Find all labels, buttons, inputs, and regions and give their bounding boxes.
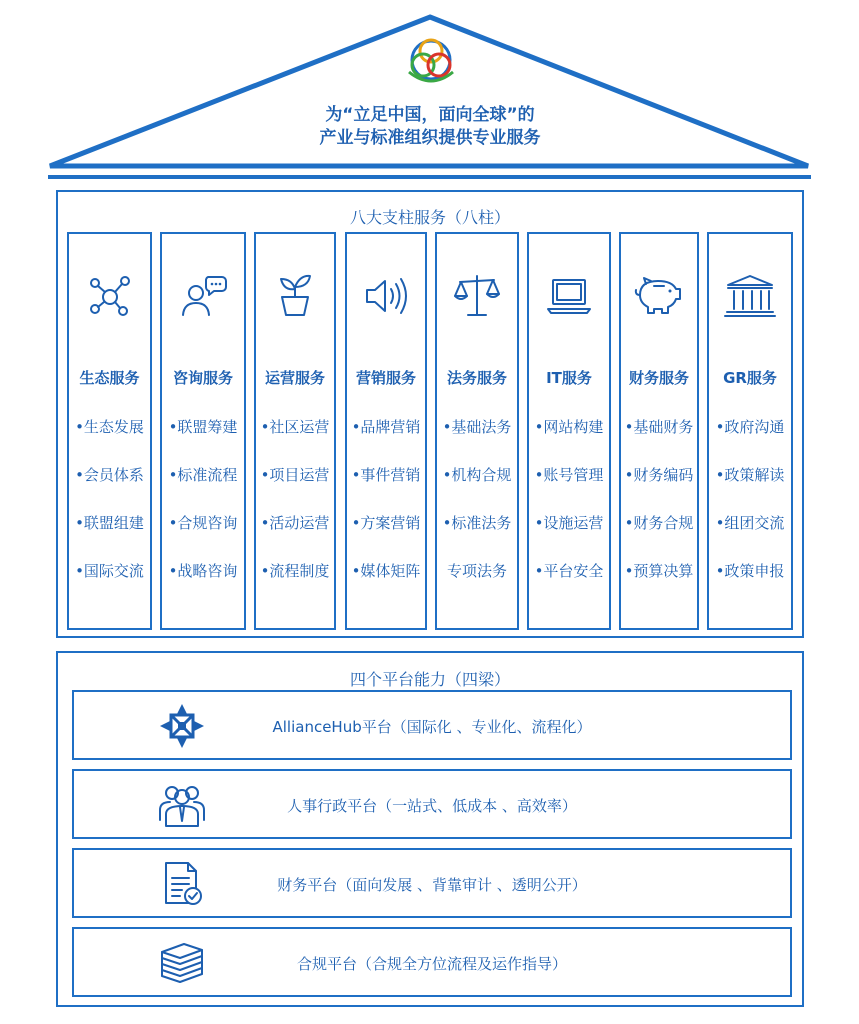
platform-hr-admin	[72, 769, 792, 839]
roof	[0, 0, 859, 185]
pillar-item: •社区运营	[260, 418, 330, 436]
pillar-item: •标准法务	[442, 514, 512, 532]
pillar-item: •平台安全	[534, 562, 604, 580]
pillar-title: 运营服务	[264, 369, 325, 387]
roof-slogan-line2: 产业与标准组织提供专业服务	[319, 128, 541, 148]
pillar-title: 法务服务	[446, 369, 507, 387]
pillar-gr	[707, 232, 793, 630]
pillar-item: •活动运营	[260, 514, 330, 532]
platform-compliance	[72, 927, 792, 997]
piggy-bank-icon	[632, 271, 686, 321]
pillar-title: 咨询服务	[172, 369, 233, 387]
plant-pot-icon	[270, 271, 320, 321]
pillar-item: •设施运营	[534, 514, 604, 532]
pillar-item: •组团交流	[715, 514, 785, 532]
laptop-icon	[544, 271, 594, 321]
pillar-item: •合规咨询	[168, 514, 238, 532]
pillar-title: 营销服务	[355, 369, 416, 387]
pillars-section-title: 八大支柱服务（八柱）	[349, 208, 510, 227]
pillar-item: •账号管理	[534, 466, 604, 484]
platform-label: AllianceHub平台（国际化 、专业化、流程化）	[272, 718, 592, 736]
pillar-item: •国际交流	[75, 562, 144, 580]
platform-finance	[72, 848, 792, 918]
scales-icon	[452, 271, 502, 321]
person-speech-icon	[178, 271, 228, 321]
pillar-item: •基础法务	[442, 418, 512, 436]
pillar-title: IT服务	[546, 369, 592, 387]
pillar-title: 财务服务	[628, 369, 689, 387]
pillar-finance	[619, 232, 699, 630]
platform-label: 合规平台（合规全方位流程及运作指导）	[296, 955, 567, 973]
pillar-item: •项目运营	[260, 466, 330, 484]
pillar-consulting	[160, 232, 246, 630]
pillar-item: •会员体系	[75, 466, 144, 484]
pillar-item: •事件营销	[351, 466, 421, 484]
pillar-item: •网站构建	[534, 418, 604, 436]
pillar-item: •媒体矩阵	[351, 562, 421, 580]
pillar-item: •方案营销	[351, 514, 421, 532]
pillar-item: •政府沟通	[715, 418, 785, 436]
pillar-item: •财务合规	[624, 514, 694, 532]
speaker-icon	[361, 271, 411, 321]
pillar-item: •政策解读	[715, 466, 785, 484]
pillar-item: •标准流程	[168, 466, 238, 484]
pillar-item: •战略咨询	[168, 562, 238, 580]
pillar-legal	[435, 232, 519, 630]
pillar-item: •基础财务	[624, 418, 694, 436]
platform-label: 财务平台（面向发展 、背靠审计 、透明公开）	[277, 876, 587, 894]
pillar-item: 专项法务	[446, 562, 507, 580]
pillar-item: •机构合规	[442, 466, 512, 484]
pillar-item: •生态发展	[75, 418, 144, 436]
network-nodes-icon	[85, 271, 135, 321]
pillar-ecology	[67, 232, 152, 630]
pillar-item: •政策申报	[715, 562, 785, 580]
roof-slogan-line1: 为“立足中国，面向全球”的	[325, 105, 535, 125]
platform-label: 人事行政平台（一站式、低成本 、高效率）	[287, 797, 577, 815]
platforms-section-title: 四个平台能力（四梁）	[349, 670, 510, 689]
pillar-marketing	[345, 232, 427, 630]
pillar-item: •流程制度	[260, 562, 330, 580]
government-building-icon	[723, 271, 777, 321]
pillar-operations	[254, 232, 336, 630]
pillar-item: •联盟筹建	[168, 418, 238, 436]
pillar-title: 生态服务	[79, 369, 140, 387]
pillar-it	[527, 232, 611, 630]
pillar-item: •预算决算	[624, 562, 694, 580]
platform-alliancehub	[72, 690, 792, 760]
pillar-item: •财务编码	[624, 466, 694, 484]
pillar-item: •联盟组建	[75, 514, 144, 532]
pillar-title: GR服务	[723, 369, 777, 387]
pillar-item: •品牌营销	[351, 418, 421, 436]
